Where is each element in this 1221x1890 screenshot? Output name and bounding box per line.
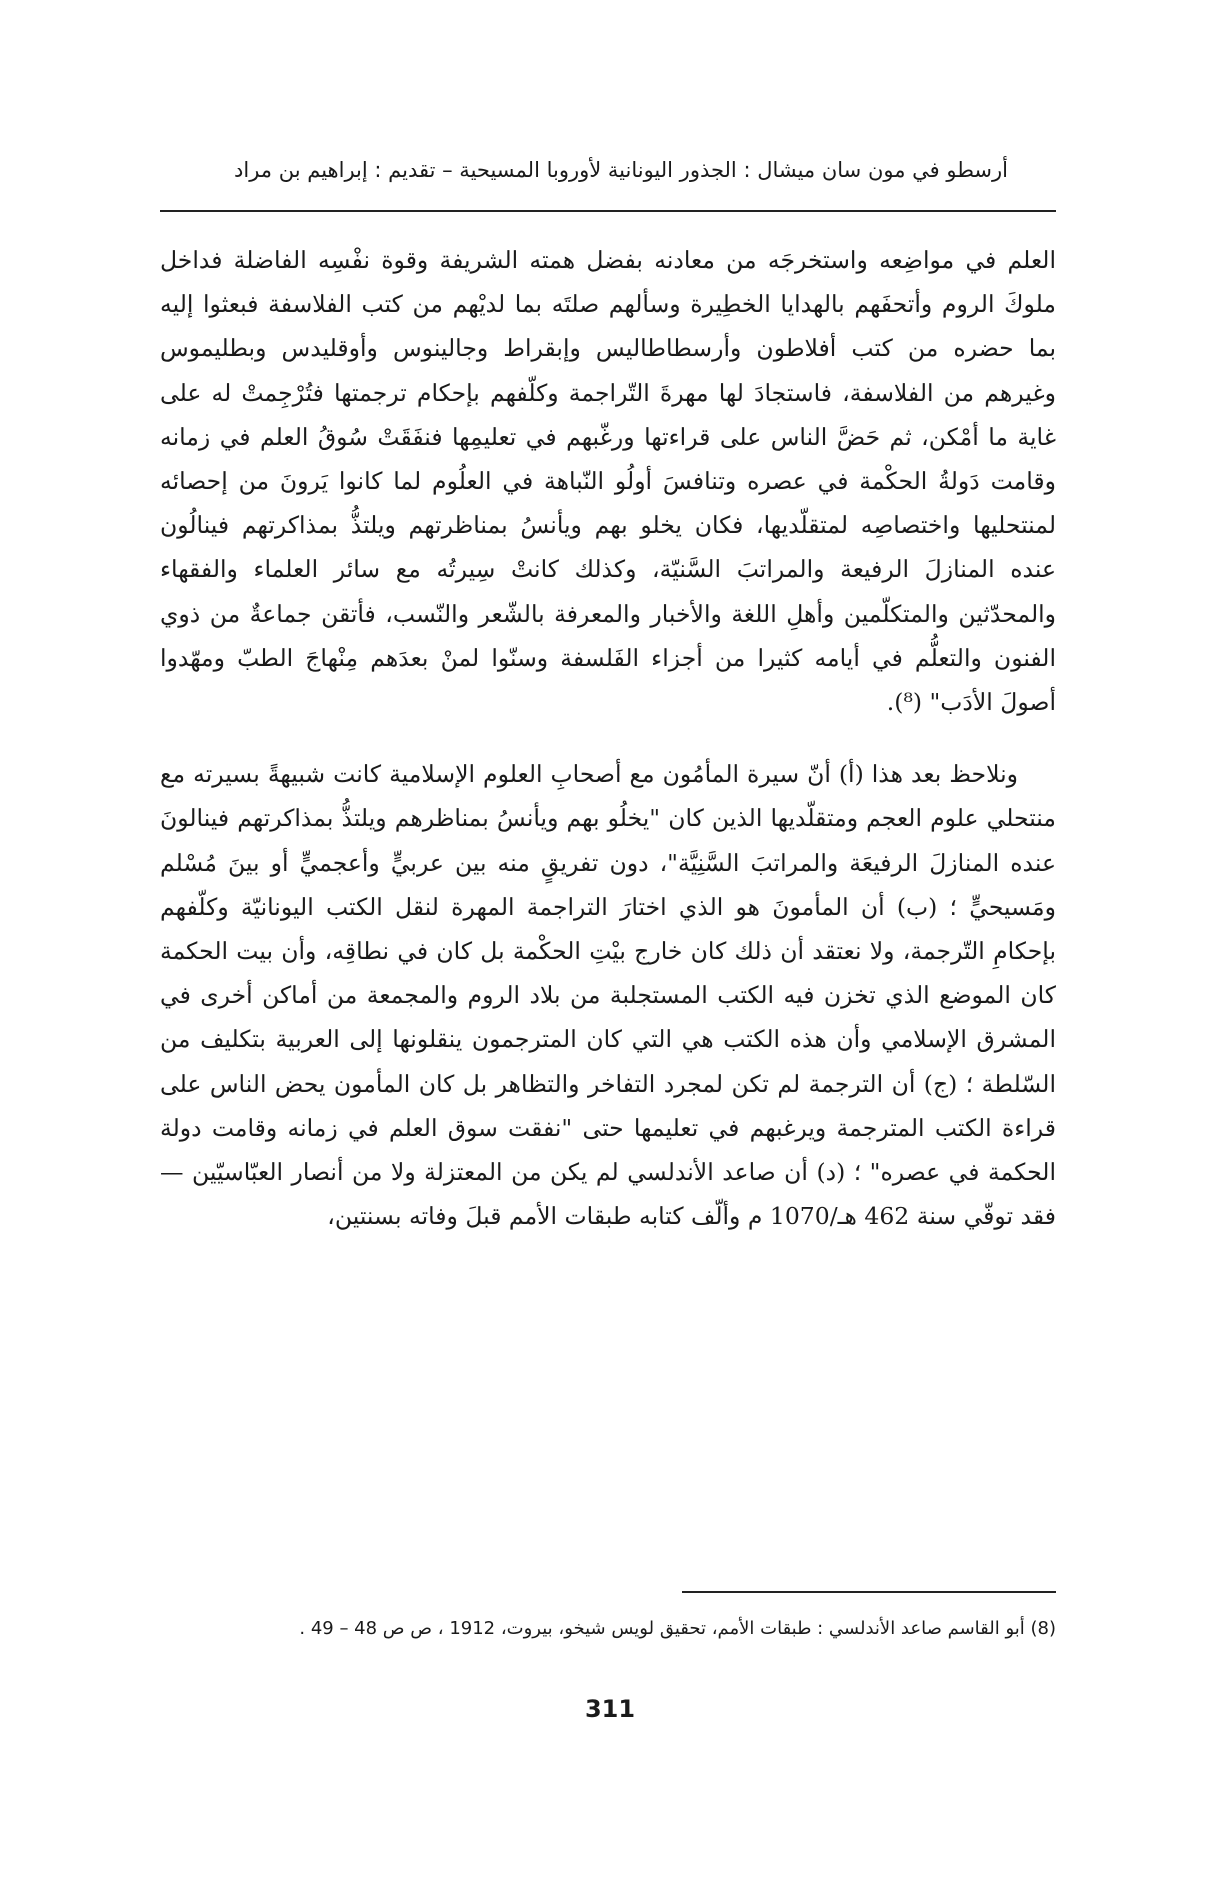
running-header: أرسطو في مون سان ميشال : الجذور اليونانية لأوروبا المسيحية – تقديم : إبراهيم بن مراد — [234, 158, 1008, 182]
main-text — [160, 238, 1056, 1238]
paragraph-2: ونلاحظ بعد هذا (أ) أنّ سيرة المأمُون مع أصحابِ العلوم الإسلامية كانت شبيهةً بسيرته مع منتحلي علوم العجم ومتقلّديها الذين كان "يخلُو بهم ويأنسُ بمناظرهم ويلتذُّ بمذاكرتهم فينالونَ عنده المنازلَ الرفيعَة والمراتبَ السَّنِيَّة"، دون تفريقٍ منه بين عربيٍّ وأعجميٍّ أو بينَ مُسْلم ومَسيحيٍّ ؛ (ب) أن المأمونَ هو الذي اختارَ التراجمة المهرة لنقل الكتب اليونانيّة وكلّفهم بإحكامِ التّرجمة، ولا نعتقد أن ذلك كان خارج بيْتِ الحكْمة بل كان في نطاقِه، وأن بيت الحكمة كان الموضع الذي تخزن فيه الكتب المستجلبة من بلاد الروم والمجمعة من أماكن أخرى في المشرق الإسلامي وأن هذه الكتب هي التي كان المترجمون ينقلونها إلى العربية بتكليف من السّلطة ؛ (ج) أن الترجمة لم تكن لمجرد التفاخر والتظاهر بل كان المأمون يحض الناس على قراءة الكتب المترجمة ويرغبهم في تعليمها حتى "نفقت سوق العلم في زمانه وقامت دولة الحكمة في عصره" ؛ (د) أن صاعد الأندلسي لم يكن من المعتزلة ولا من أنصار العبّاسيّين — فقد توفّي سنة 462 هـ/1070 م وألّف كتابه طبقات الأمم قبلَ وفاته بسنتين، — [160, 760, 1056, 1231]
page-number: 311 — [584, 1695, 636, 1723]
footnote-divider — [682, 1591, 1056, 1593]
paragraph-1: العلم في مواضِعه واستخرجَه من معادنه بفضل همته الشريفة وقوة نفْسِه الفاضلة فداخل ملوكَ الروم وأتحفَهم بالهدايا الخطِيرة وسألهم صلتَه بما لديْهم من كتب الفلاسفة فبعثوا إليه بما حضره من كتب أفلاطون وأرسطاطاليس وإبقراط وجالينوس وأوقليدس وبطليموس وغيرهم من الفلاسفة، فاستجادَ لها مهرةَ التّراجمة وكلّفهم بإحكام ترجمتها فتُرْجِمتْ له على غاية ما أمْكن، ثم حَضَّ الناس على قراءتها ورغّبهم في تعليمِها فنفَقَتْ سُوقُ العلم في زمانه وقامت دَولةُ الحكْمة في عصره وتنافسَ أولُو النّباهة في العلُوم لما كانوا يَرونَ من إحصائه لمنتحليها واختصاصِه لمتقلّديها، فكان يخلو بهم ويأنسُ بمناظرتهم ويلتذُّ بمذاكرتهم فينالُون عنده المنازلَ الرفيعة والمراتبَ السَّنيّة، وكذلك كانتْ سِيرتُه مع سائر العلماء والفقهاء والمحدّثين والمتكلّمين وأهلِ اللغة والأخبار والمعرفة بالشّعر والنّسب، فأتقن جماعةٌ من ذوي الفنون والتعلُّم في أيامه كثيرا من أجزاء الفَلسفة وسنّوا لمنْ بعدَهم مِنْهاجَ الطبّ ومهّدوا أصولَ الأدَب" (⁸). — [160, 246, 1056, 717]
header-divider — [160, 210, 1056, 212]
footnote: (8) أبو القاسم صاعد الأندلسي : طبقات الأمم، تحقيق لويس شيخو، بيروت، 1912 ، ص ص 48 – 49 . — [299, 1618, 1056, 1639]
